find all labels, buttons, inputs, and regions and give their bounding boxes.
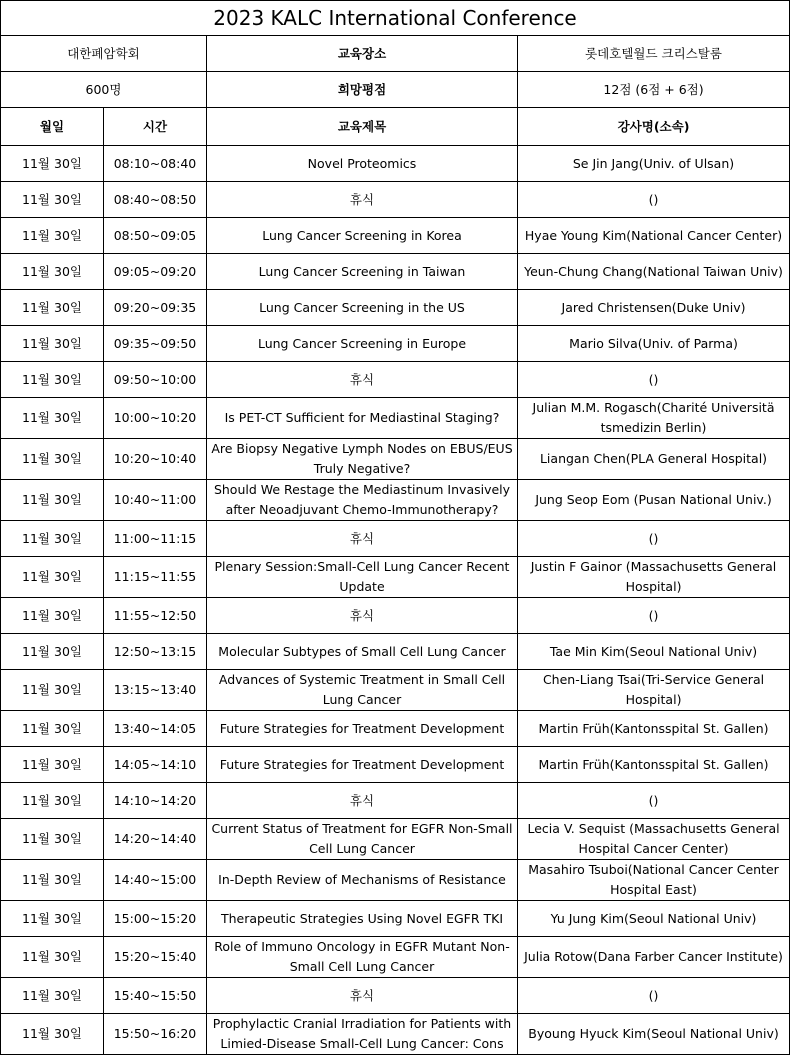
table-row <box>1 598 790 634</box>
attendees-cell: 600명 <box>1 72 207 108</box>
speaker-cell: Yu Jung Kim(Seoul National Univ) <box>518 901 790 937</box>
date-cell: 11월 30일 <box>1 937 104 978</box>
time-cell: 13:15~13:40 <box>104 670 207 711</box>
time-cell: 14:10~14:20 <box>104 783 207 819</box>
time-cell: 09:20~09:35 <box>104 290 207 326</box>
table-row <box>1 1014 790 1055</box>
speaker-cell: Julia Rotow(Dana Farber Cancer Institute) <box>518 937 790 978</box>
speaker-cell: Liangan Chen(PLA General Hospital) <box>518 439 790 480</box>
time-cell: 11:55~12:50 <box>104 598 207 634</box>
time-cell: 15:40~15:50 <box>104 978 207 1014</box>
venue-label <box>207 36 518 72</box>
date-cell: 11월 30일 <box>1 557 104 598</box>
time-cell: 09:05~09:20 <box>104 254 207 290</box>
date-cell: 11월 30일 <box>1 819 104 860</box>
title-cell: Future Strategies for Treatment Development <box>207 711 518 747</box>
table-row <box>1 218 790 254</box>
date-cell: 11월 30일 <box>1 146 104 182</box>
venue-label-text: 교육장소 <box>337 45 387 61</box>
time-cell: 09:50~10:00 <box>104 362 207 398</box>
time-cell: 13:40~14:05 <box>104 711 207 747</box>
date-cell: 11월 30일 <box>1 860 104 901</box>
speaker-cell: Lecia V. Sequist (Massachusetts General Hospital Cancer Center) <box>518 819 790 860</box>
table-row <box>1 860 790 901</box>
table-row <box>1 146 790 182</box>
table-row <box>1 670 790 711</box>
table-row <box>1 362 790 398</box>
time-cell: 08:50~09:05 <box>104 218 207 254</box>
title-cell: In-Depth Review of Mechanisms of Resistance <box>207 860 518 901</box>
organizer-cell: 대한폐암학회 <box>1 36 207 72</box>
time-cell: 15:00~15:20 <box>104 901 207 937</box>
title-cell: Should We Restage the Mediastinum Invasively after Neoadjuvant Chemo-Immunotherapy? <box>207 480 518 521</box>
date-cell: 11월 30일 <box>1 480 104 521</box>
title-cell: 휴식 <box>207 783 518 819</box>
speaker-cell: Mario Silva(Univ. of Parma) <box>518 326 790 362</box>
table-row <box>1 557 790 598</box>
date-cell: 11월 30일 <box>1 182 104 218</box>
header-speaker: 강사명(소속) <box>518 108 790 146</box>
speaker-cell: Hyae Young Kim(National Cancer Center) <box>518 218 790 254</box>
time-cell: 10:00~10:20 <box>104 398 207 439</box>
time-cell: 08:40~08:50 <box>104 182 207 218</box>
header-title: 교육제목 <box>207 108 518 146</box>
credit-label: 희망평점 <box>207 72 518 108</box>
title-cell: Novel Proteomics <box>207 146 518 182</box>
speaker-cell: Masahiro Tsuboi(National Cancer Center Hospital East) <box>518 860 790 901</box>
date-cell: 11월 30일 <box>1 218 104 254</box>
table-row <box>1 398 790 439</box>
title-cell: Current Status of Treatment for EGFR Non-Small Cell Lung Cancer <box>207 819 518 860</box>
title-cell: Therapeutic Strategies Using Novel EGFR TKI <box>207 901 518 937</box>
table-row <box>1 711 790 747</box>
speaker-cell: Tae Min Kim(Seoul National Univ) <box>518 634 790 670</box>
time-cell: 08:10~08:40 <box>104 146 207 182</box>
time-cell: 11:15~11:55 <box>104 557 207 598</box>
page-title: 2023 KALC International Conference <box>1 1 790 36</box>
speaker-cell: Chen-Liang Tsai(Tri-Service General Hospital) <box>518 670 790 711</box>
date-cell: 11월 30일 <box>1 670 104 711</box>
speaker-cell: Martin Früh(Kantonsspital St. Gallen) <box>518 711 790 747</box>
date-cell: 11월 30일 <box>1 747 104 783</box>
table-row <box>1 326 790 362</box>
date-cell: 11월 30일 <box>1 978 104 1014</box>
credit-cell: 12점 (6점 + 6점) <box>518 72 790 108</box>
speaker-cell: () <box>518 783 790 819</box>
table-row <box>1 254 790 290</box>
table-row <box>1 290 790 326</box>
table-row <box>1 937 790 978</box>
time-cell: 14:05~14:10 <box>104 747 207 783</box>
table-row <box>1 521 790 557</box>
speaker-cell: () <box>518 521 790 557</box>
table-row <box>1 634 790 670</box>
date-cell: 11월 30일 <box>1 521 104 557</box>
table-row <box>1 439 790 480</box>
speaker-cell: Byoung Hyuck Kim(Seoul National Univ) <box>518 1014 790 1055</box>
speaker-cell: Martin Früh(Kantonsspital St. Gallen) <box>518 747 790 783</box>
title-cell: Lung Cancer Screening in Taiwan <box>207 254 518 290</box>
speaker-cell: Julian M.M. Rogasch(Charité Universitä tsmedizin Berlin) <box>518 398 790 439</box>
time-cell: 15:50~16:20 <box>104 1014 207 1055</box>
title-cell: Advances of Systemic Treatment in Small Cell Lung Cancer <box>207 670 518 711</box>
header-date: 월일 <box>1 108 104 146</box>
time-cell: 09:35~09:50 <box>104 326 207 362</box>
title-cell: 휴식 <box>207 598 518 634</box>
speaker-cell: Yeun-Chung Chang(National Taiwan Univ) <box>518 254 790 290</box>
date-cell: 11월 30일 <box>1 254 104 290</box>
table-row <box>1 480 790 521</box>
title-cell: Plenary Session:Small-Cell Lung Cancer Recent Update <box>207 557 518 598</box>
date-cell: 11월 30일 <box>1 326 104 362</box>
title-cell: 휴식 <box>207 182 518 218</box>
date-cell: 11월 30일 <box>1 901 104 937</box>
title-cell: Is PET-CT Sufficient for Mediastinal Staging? <box>207 398 518 439</box>
time-cell: 10:40~11:00 <box>104 480 207 521</box>
table-row <box>1 182 790 218</box>
speaker-cell: Jared Christensen(Duke Univ) <box>518 290 790 326</box>
title-cell: Lung Cancer Screening in Europe <box>207 326 518 362</box>
table-row <box>1 747 790 783</box>
date-cell: 11월 30일 <box>1 634 104 670</box>
speaker-cell: () <box>518 362 790 398</box>
date-cell: 11월 30일 <box>1 362 104 398</box>
time-cell: 12:50~13:15 <box>104 634 207 670</box>
table-row <box>1 783 790 819</box>
title-cell: 휴식 <box>207 978 518 1014</box>
time-cell: 11:00~11:15 <box>104 521 207 557</box>
speaker-cell: Se Jin Jang(Univ. of Ulsan) <box>518 146 790 182</box>
speaker-cell: () <box>518 978 790 1014</box>
speaker-cell: () <box>518 182 790 218</box>
title-cell: Are Biopsy Negative Lymph Nodes on EBUS/EUS Truly Negative? <box>207 439 518 480</box>
time-cell: 14:20~14:40 <box>104 819 207 860</box>
title-cell: Prophylactic Cranial Irradiation for Patients with Limied-Disease Small-Cell Lung Cancer: Cons <box>207 1014 518 1055</box>
speaker-cell: Justin F Gainor (Massachusetts General Hospital) <box>518 557 790 598</box>
venue-cell: 롯데호텔월드 크리스탈룸 <box>518 36 790 72</box>
title-cell: Future Strategies for Treatment Development <box>207 747 518 783</box>
header-time: 시간 <box>104 108 207 146</box>
date-cell: 11월 30일 <box>1 711 104 747</box>
date-cell: 11월 30일 <box>1 439 104 480</box>
date-cell: 11월 30일 <box>1 1014 104 1055</box>
table-row <box>1 901 790 937</box>
title-cell: Lung Cancer Screening in Korea <box>207 218 518 254</box>
table-row <box>1 978 790 1014</box>
title-cell: Molecular Subtypes of Small Cell Lung Cancer <box>207 634 518 670</box>
title-cell: 휴식 <box>207 521 518 557</box>
time-cell: 10:20~10:40 <box>104 439 207 480</box>
date-cell: 11월 30일 <box>1 598 104 634</box>
table-row <box>1 819 790 860</box>
date-cell: 11월 30일 <box>1 290 104 326</box>
title-cell: Role of Immuno Oncology in EGFR Mutant Non-Small Cell Lung Cancer <box>207 937 518 978</box>
speaker-cell: Jung Seop Eom (Pusan National Univ.) <box>518 480 790 521</box>
date-cell: 11월 30일 <box>1 783 104 819</box>
time-cell: 15:20~15:40 <box>104 937 207 978</box>
speaker-cell: () <box>518 598 790 634</box>
date-cell: 11월 30일 <box>1 398 104 439</box>
title-cell: Lung Cancer Screening in the US <box>207 290 518 326</box>
title-cell: 휴식 <box>207 362 518 398</box>
time-cell: 14:40~15:00 <box>104 860 207 901</box>
